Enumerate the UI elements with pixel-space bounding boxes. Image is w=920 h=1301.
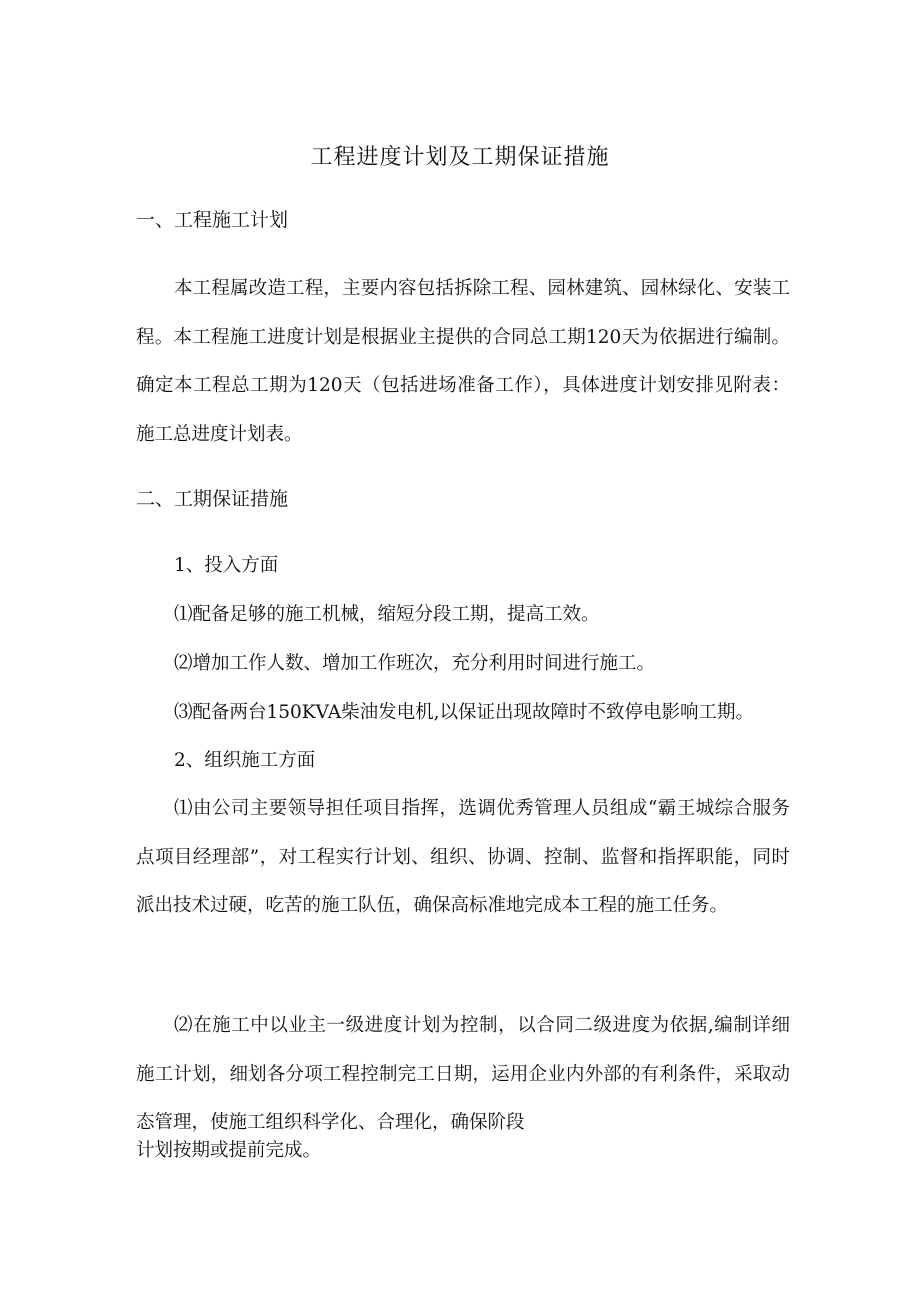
section1-paragraph: 本工程属改造工程，主要内容包括拆除工程、园林建筑、园林绿化、安装工程。本工程施工进度计划是根据业主提供的合同总工期120天为依据进行编制。确定本工程总工期为120天（包括进场准备工作），具体进度计划安排见附表：施工总进度计划表。 [136, 278, 790, 445]
sub1-item-2: ⑵增加工作人数、增加工作班次，充分利用时间进行施工。 [174, 653, 656, 674]
sub1-heading: 1、投入方面 [174, 555, 279, 576]
sub2-item-1: ⑴由公司主要领导担任项目指挥，选调优秀管理人员组成“霸王城综合服务点项目经理部”，对工程实行计划、组织、协调、控制、监督和指挥职能，同时派出技术过硬，吃苦的施工队伍，确保高标准地完成本工程的施工任务。 [136, 798, 790, 916]
sub2-item-2-tail: 计划按期或提前完成。 [136, 1140, 322, 1161]
sub2-item-2: ⑵在施工中以业主一级进度计划为控制，以合同二级进度为依据,编制详细施工计划，细划各分项工程控制完工日期，运用企业内外部的有利条件，采取动态管理，使施工组织科学化、合理化，确保阶段 [136, 1015, 790, 1133]
section2-heading: 二、工期保证措施 [136, 488, 289, 510]
page-title: 工程进度计划及工期保证措施 [310, 145, 610, 170]
sub2-heading: 2、组织施工方面 [174, 750, 316, 771]
sub1-item-1: ⑴配备足够的施工机械，缩短分段工期，提高工效。 [174, 604, 600, 625]
sub1-item-3: ⑶配备两台150KVA柴油发电机,以保证出现故障时不致停电影响工期。 [174, 702, 754, 723]
section1-heading: 一、工程施工计划 [136, 209, 289, 231]
